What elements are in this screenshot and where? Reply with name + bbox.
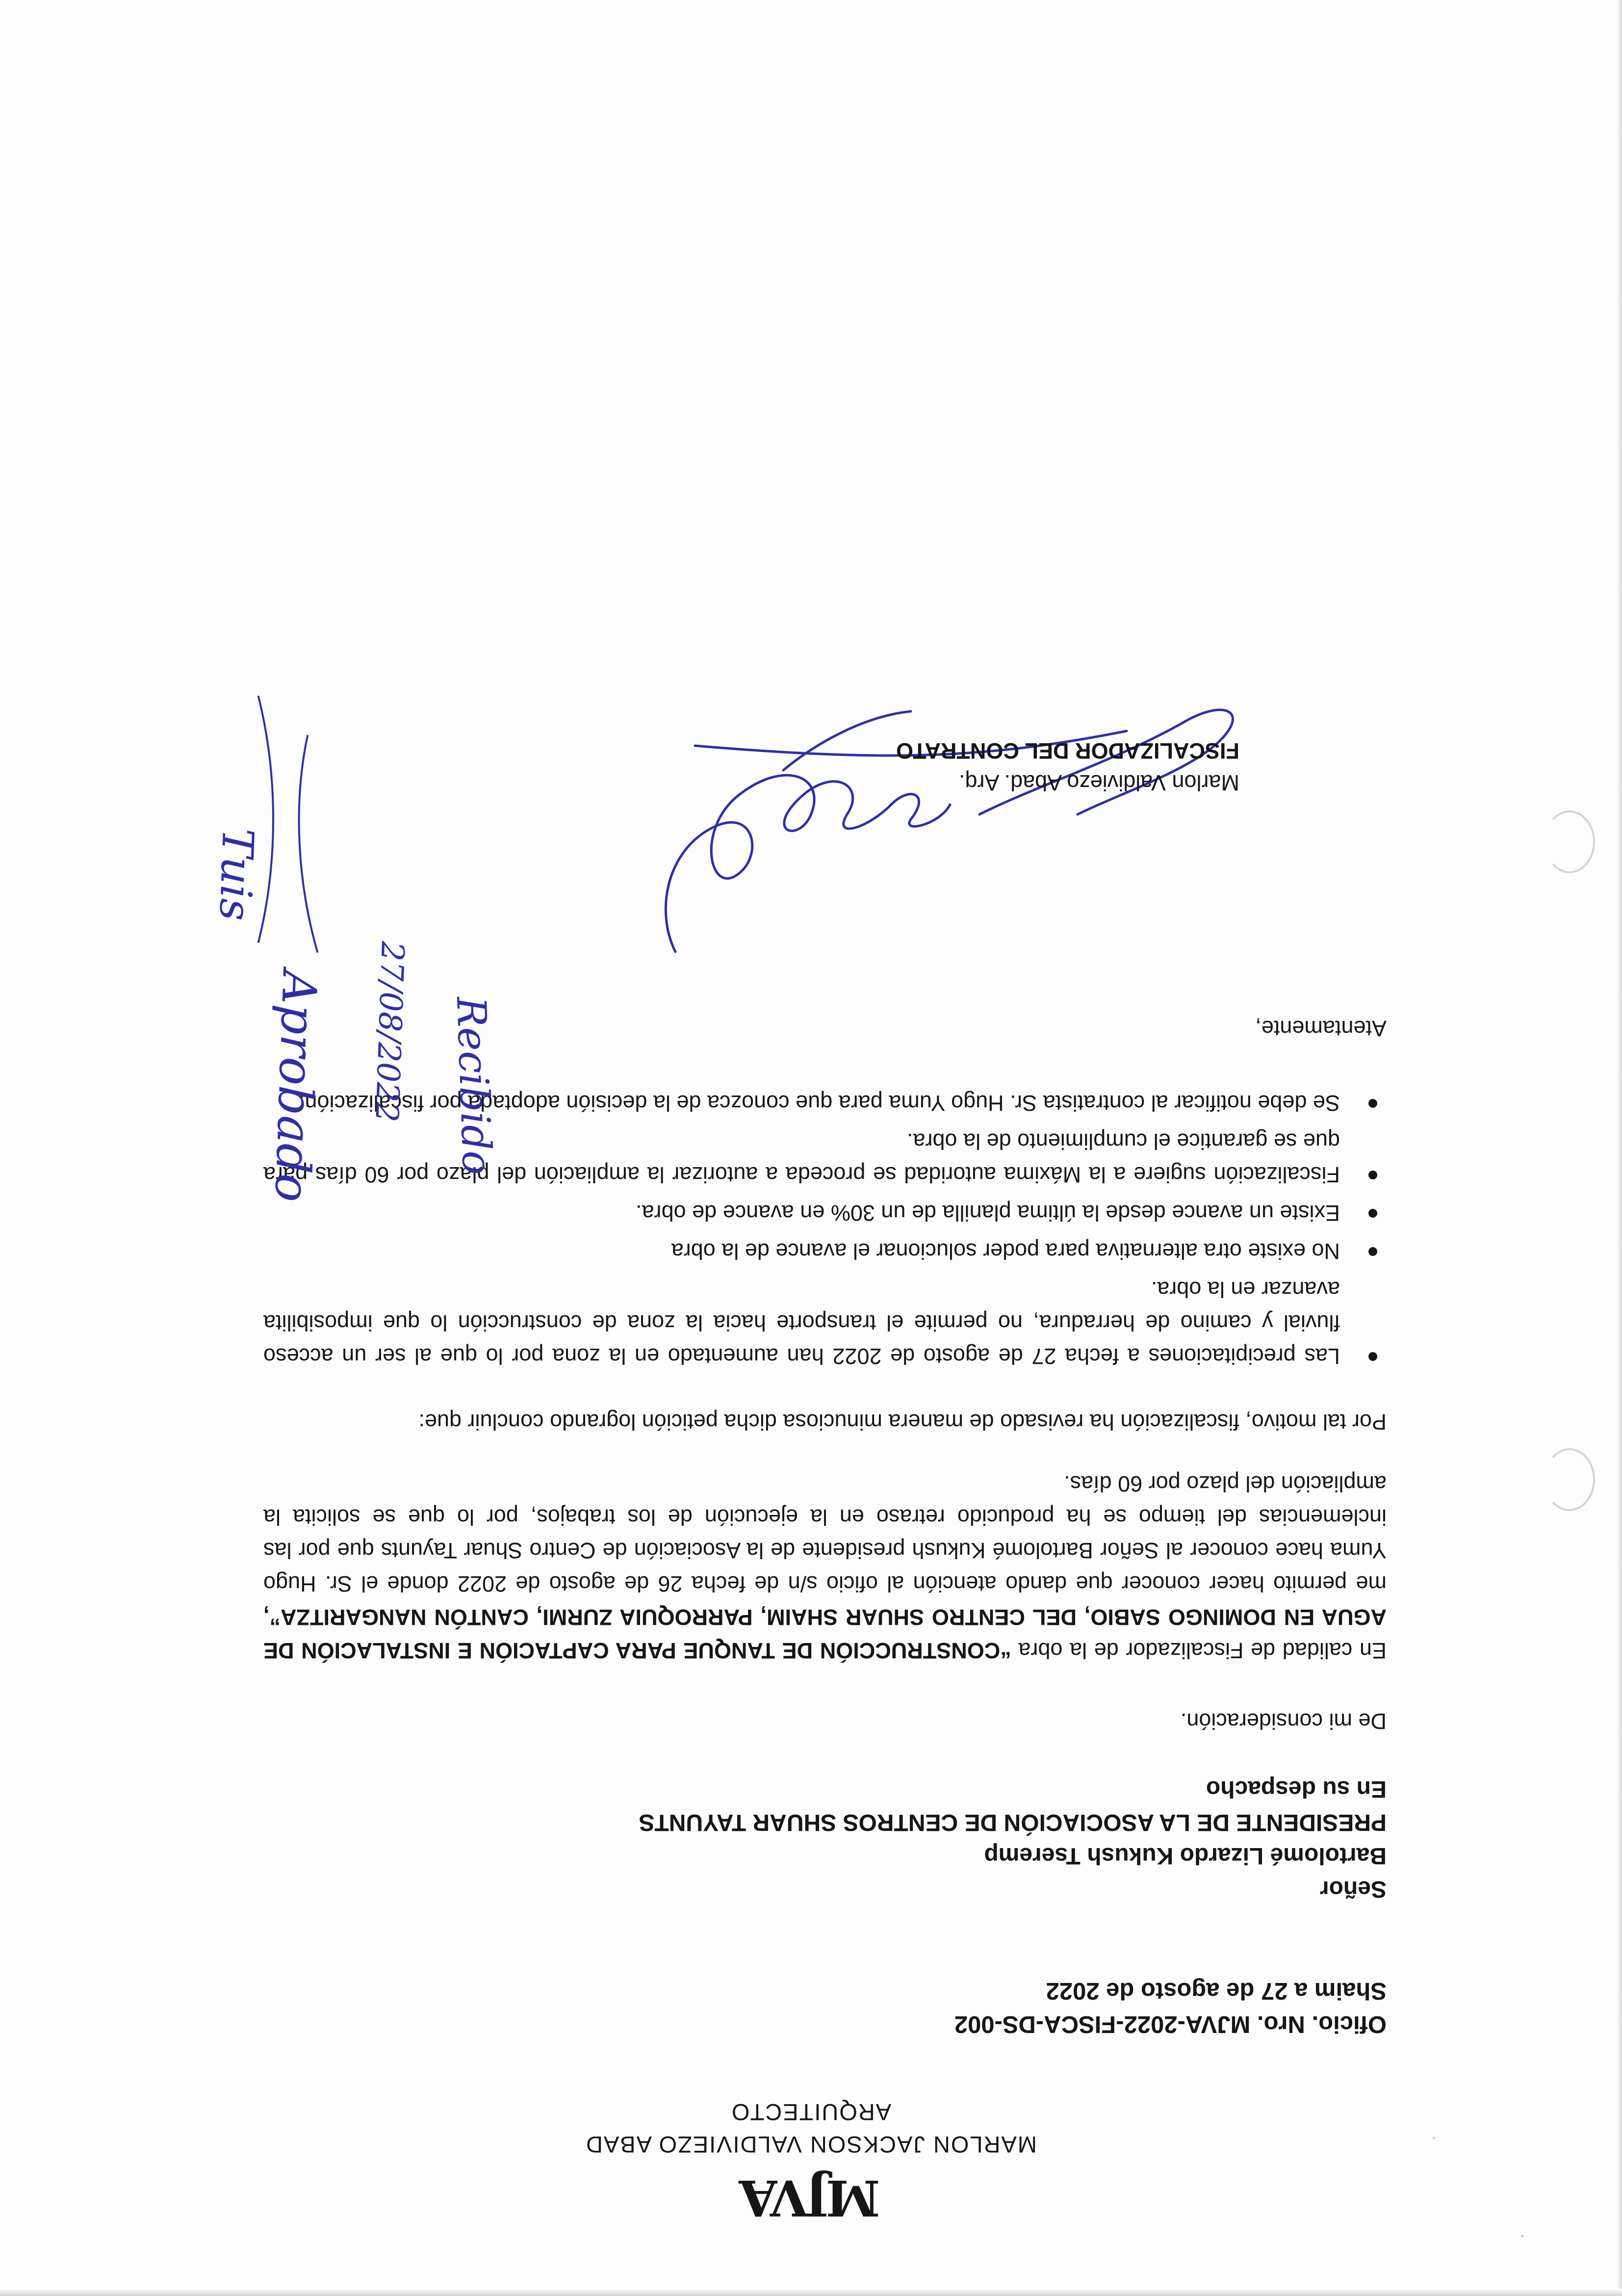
handwritten-initials: Tuis	[209, 827, 263, 922]
handwritten-approved: Aprobado	[264, 969, 327, 1203]
project-name: “CONSTRUCCIÓN DE TANQUE PARA CAPTACIÓN E INSTALACIÓN DE AGUA EN DOMINGO SABIO, DEL CENTRO SHUAR SHAIM, PARROQUIA ZURMI, CANTÓN NANGARITZA”,	[263, 1605, 1387, 1663]
handwritten-date: 27/08/2022	[368, 940, 411, 1123]
list-item: Existe un avance desde la última planilla de un 30% en avance de obra.	[263, 1196, 1340, 1229]
list-item: No existe otra alternativa para poder solucionar el avance de la obra	[263, 1234, 1340, 1268]
letterhead	[0, 2096, 1622, 2227]
letterhead-role: ARQUITECTO	[730, 2099, 892, 2125]
recipient-salutation: Señor	[1319, 1876, 1387, 1902]
paragraph-intro	[263, 1467, 1387, 1667]
punch-hole	[1544, 1448, 1595, 1511]
paragraph-intro-rest: me permito hacer conocer que dando atención al oficio s/n de fecha 26 de agosto de 2022 donde el Sr. Hugo Yuma hace conocer al Señor Bartolomé Kukush presidente de la Asociación de Centro Shuar Tayunts que por las inclemencias del tiempo se ha producido retraso en la ejecución de los trabajos, por lo que se solicita la ampliación del plazo por 60 días.	[263, 1471, 1387, 1596]
greeting: De mi consideración.	[1180, 1709, 1387, 1734]
recipient-block	[263, 1772, 1387, 1905]
list-item: Se debe notificar al contratista Sr. Hugo Yuma para que conozca de la decisión adoptada por fiscalización.	[263, 1086, 1340, 1120]
recipient-office: En su despacho	[1206, 1776, 1387, 1802]
recipient-position: PRESIDENTE DE LA ASOCIACIÓN DE CENTROS SHUAR TAYUNTS	[639, 1809, 1387, 1835]
scan-speck	[1433, 2137, 1436, 2139]
closing: Atentamente,	[1255, 1016, 1387, 1041]
place-date: Shaim a 27 de agosto de 2022	[1046, 1978, 1387, 2004]
letter-body	[263, 1012, 1387, 2041]
punch-hole	[1544, 810, 1595, 873]
scan-speck	[1521, 2235, 1524, 2237]
recipient-name: Bartolomé Lizardo Kukush Tseremp	[984, 1843, 1387, 1869]
office-reference: Oficio. Nro. MJVA-2022-FISCA-DS-002	[954, 2011, 1387, 2037]
paragraph-intro-start: En calidad de Fiscalizador de la obra	[1011, 1638, 1387, 1663]
signatory-title: FISCALIZADOR DEL CONTRATO	[896, 738, 1239, 763]
findings-list	[263, 1086, 1387, 1373]
paragraph-conclusion-intro: Por tal motivo, fiscalización ha revisado de manera minuciosa dicha petición logrando concluir que:	[418, 1409, 1387, 1435]
logo-mark: MJVA	[742, 2169, 880, 2227]
list-item: Fiscalización sugiere a la Máxima autoridad se proceda a autorizar la ampliación del plazo por 60 días para que se garantice el cumplimiento de la obra.	[263, 1124, 1340, 1191]
letterhead-name: MARLON JACKSON VALDIVIEZO ABAD	[585, 2132, 1037, 2158]
signatory-name: Marlon Valdiviezo Abad. Arq.	[959, 770, 1239, 795]
handwritten-received: Recibido	[447, 996, 500, 1176]
list-item: Las precipitaciones a fecha 27 de agosto de 2022 han aumentado en la zona por lo que al ser un acceso fluvial y camino de herradura, no permite el transporte hacia la zona de construcción lo que imposibilita avanzar en la obra.	[263, 1273, 1340, 1373]
